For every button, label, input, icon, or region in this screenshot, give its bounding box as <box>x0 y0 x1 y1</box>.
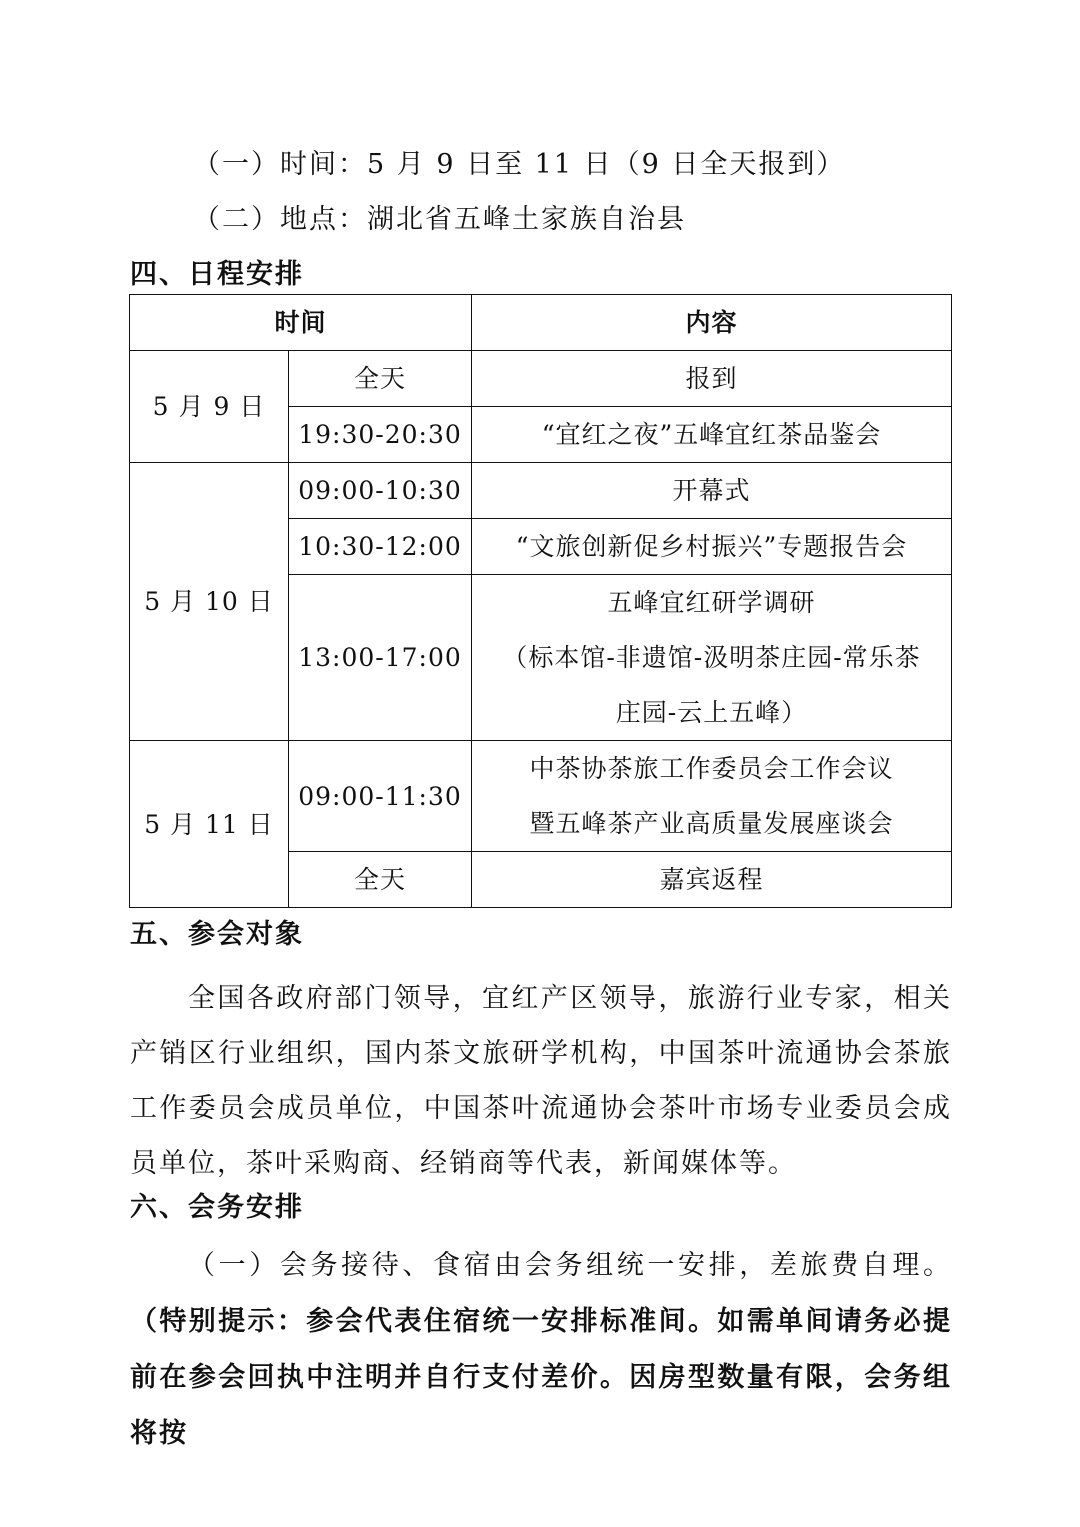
content-cell <box>472 575 952 741</box>
time-cell: 09:00-11:30 <box>289 741 472 852</box>
header-time: 时间 <box>130 295 472 351</box>
content-line: 暨五峰茶产业高质量发展座谈会 <box>529 809 894 838</box>
date-cell: 5 月 9 日 <box>130 351 289 463</box>
content-line: 中茶协茶旅工作委员会工作会议 <box>529 754 894 783</box>
content-line: （标本馆-非遗馆-汲明茶庄园-常乐茶 <box>502 643 921 672</box>
content-cell <box>472 741 952 852</box>
table-header-row <box>130 295 952 351</box>
time-line: （一）时间：5 月 9 日至 11 日（9 日全天报到） <box>193 149 846 180</box>
content-cell: “宜红之夜”五峰宜红茶品鉴会 <box>472 407 952 463</box>
header-content: 内容 <box>472 295 952 351</box>
arrangements-paragraph <box>130 1238 952 1462</box>
date-cell: 5 月 10 日 <box>130 463 289 741</box>
table-row <box>130 351 952 407</box>
section-heading-schedule: 四、日程安排 <box>130 259 304 290</box>
arrangement-item-1: （一）会务接待、食宿由会务组统一安排，差旅费自理。 <box>188 1250 952 1281</box>
section-heading-participants: 五、参会对象 <box>130 919 304 950</box>
time-cell: 19:30-20:30 <box>289 407 472 463</box>
time-cell: 全天 <box>289 852 472 908</box>
time-cell: 13:00-17:00 <box>289 575 472 741</box>
content-line: 庄园-云上五峰） <box>615 698 808 727</box>
schedule-table <box>129 294 952 908</box>
time-cell: 10:30-12:00 <box>289 519 472 575</box>
table-row <box>130 463 952 519</box>
participants-paragraph: 全国各政府部门领导，宜红产区领导，旅游行业专家，相关产销区行业组织，国内茶文旅研学机构，中国茶叶流通协会茶旅工作委员会成员单位，中国茶叶流通协会茶叶市场专业委员会成员单位，茶叶采购商、经销商等代表，新闻媒体等。 <box>130 983 952 1179</box>
content-cell: “文旅创新促乡村振兴”专题报告会 <box>472 519 952 575</box>
table-row <box>130 741 952 852</box>
time-cell: 09:00-10:30 <box>289 463 472 519</box>
content-cell: 嘉宾返程 <box>472 852 952 908</box>
time-cell: 全天 <box>289 351 472 407</box>
place-line: （二）地点：湖北省五峰土家族自治县 <box>193 204 686 235</box>
special-notice: （特别提示：参会代表住宿统一安排标准间。如需单间请务必提前在参会回执中注明并自行支付差价。因房型数量有限，会务组将按 <box>130 1306 952 1449</box>
content-cell: 报到 <box>472 351 952 407</box>
section-heading-arrangements: 六、会务安排 <box>130 1192 304 1223</box>
content-cell: 开幕式 <box>472 463 952 519</box>
content-line: 五峰宜红研学调研 <box>607 588 816 617</box>
date-cell: 5 月 11 日 <box>130 741 289 908</box>
